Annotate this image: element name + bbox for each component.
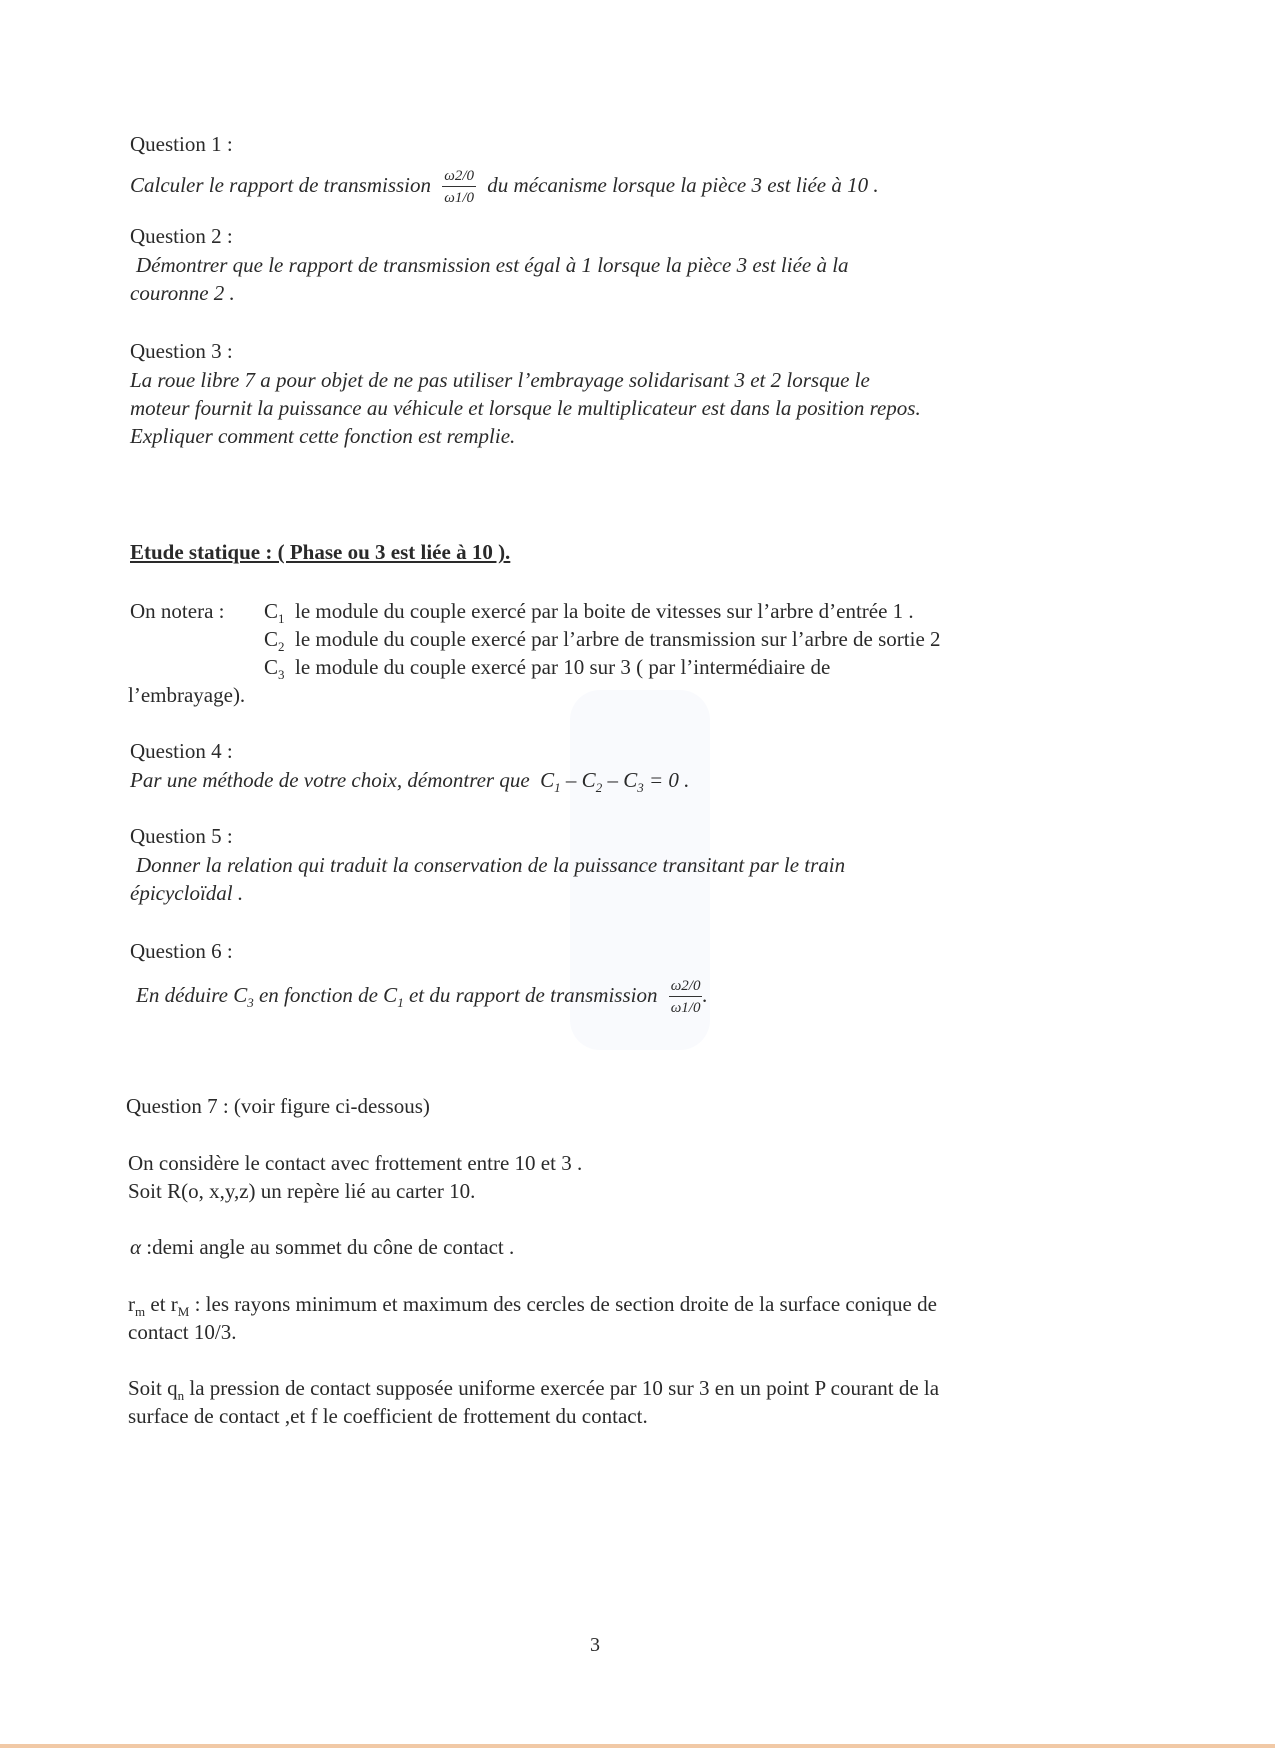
notera-c1: $C_1$ le module du couple exercé par la boite de vitesses sur l’arbre d’entrée 1 . <box>264 599 914 627</box>
page-number: 3 <box>590 1634 600 1656</box>
section-heading: Etude statique : ( Phase ou 3 est liée à 10 ). <box>130 540 511 564</box>
notera-c2: $C_2$ le module du couple exercé par l’arbre de transmission sur l’arbre de sortie 2 <box>264 627 941 655</box>
repere-line: Soit R(o, x,y,z) un repère lié au carter 10. <box>128 1179 476 1203</box>
notera-c1-text: le module du couple exercé par la boite de vitesses sur l’arbre d’entrée 1 . <box>295 599 914 623</box>
question-6-title: Question 6 : <box>130 939 233 963</box>
radii-line-2: contact 10/3. <box>128 1320 237 1344</box>
scan-edge <box>0 1744 1275 1748</box>
question-5-line-2: épicycloïdal . <box>130 881 244 905</box>
ratio-denominator: ω1/0 <box>444 190 475 206</box>
question-3-title: Question 3 : <box>130 339 233 363</box>
question-7-title: Question 7 : (voir figure ci-dessous) <box>126 1094 430 1118</box>
transmission-ratio <box>442 168 476 206</box>
question-6-text: En déduire $C_3$ en fonction de $C_1$ et du rapport de transmission $\frac{\omega 2/0}{\omega 1/0}$ . <box>136 978 708 1016</box>
notera-c2-text: le module du couple exercé par l’arbre de transmission sur l’arbre de sortie 2 <box>295 627 941 651</box>
equation-c1-c2-c3: $C_1 - C_2 - C_3 = 0$ . <box>540 768 690 796</box>
notera-c3-text: le module du couple exercé par 10 sur 3 ( par l’intermédiaire de <box>295 655 831 679</box>
question-1-text <box>130 168 879 206</box>
question-2-title: Question 2 : <box>130 224 233 248</box>
question-1-title: Question 1 : <box>130 132 233 156</box>
question-2-line-1: Démontrer que le rapport de transmission est égal à 1 lorsque la pièce 3 est liée à la <box>136 253 849 277</box>
question-4-title: Question 4 : <box>130 739 233 763</box>
question-3-line-3: Expliquer comment cette fonction est remplie. <box>130 424 516 448</box>
alpha-line: α :demi angle au sommet du cône de contact . <box>130 1235 515 1259</box>
radii-line-1: $r_m$ et $r_M$ : les rayons minimum et maximum des cercles de section droite de la surface conique de <box>128 1292 937 1320</box>
contact-line: On considère le contact avec frottement entre 10 et 3 . <box>128 1151 583 1175</box>
transmission-ratio-2: $\frac{\omega 2/0}{\omega 1/0}$ <box>670 978 701 1016</box>
ratio-numerator: ω2/0 <box>442 168 476 187</box>
question-5-title: Question 5 : <box>130 824 233 848</box>
notera-c3: $C_3$ le module du couple exercé par 10 sur 3 ( par l’intermédiaire de <box>264 655 831 683</box>
notera-lead: On notera : <box>130 599 225 623</box>
question-1-text-before: Calculer le rapport de transmission <box>130 172 432 197</box>
question-2-line-2: couronne 2 . <box>130 281 235 305</box>
question-4-text: Par une méthode de votre choix, démontrer que $C_1 - C_2 - C_3 = 0$ . <box>130 768 690 796</box>
question-1-text-after: du mécanisme lorsque la pièce 3 est liée à 10 . <box>487 172 879 197</box>
question-5-line-1: Donner la relation qui traduit la conservation de la puissance transitant par le train <box>136 853 846 877</box>
question-3-line-1: La roue libre 7 a pour objet de ne pas utiliser l’embrayage solidarisant 3 et 2 lorsque le <box>130 368 870 392</box>
alpha-symbol: α <box>130 1235 142 1259</box>
pressure-line-1: Soit $q_n$ la pression de contact supposée uniforme exercée par 10 sur 3 en un point P courant de la <box>128 1376 940 1404</box>
notera-c3-continuation: l’embrayage). <box>128 683 246 707</box>
pressure-line-2: surface de contact ,et f le coefficient de frottement du contact. <box>128 1404 648 1428</box>
question-3-line-2: moteur fournit la puissance au véhicule et lorsque le multiplicateur est dans la position repos. <box>130 396 921 420</box>
